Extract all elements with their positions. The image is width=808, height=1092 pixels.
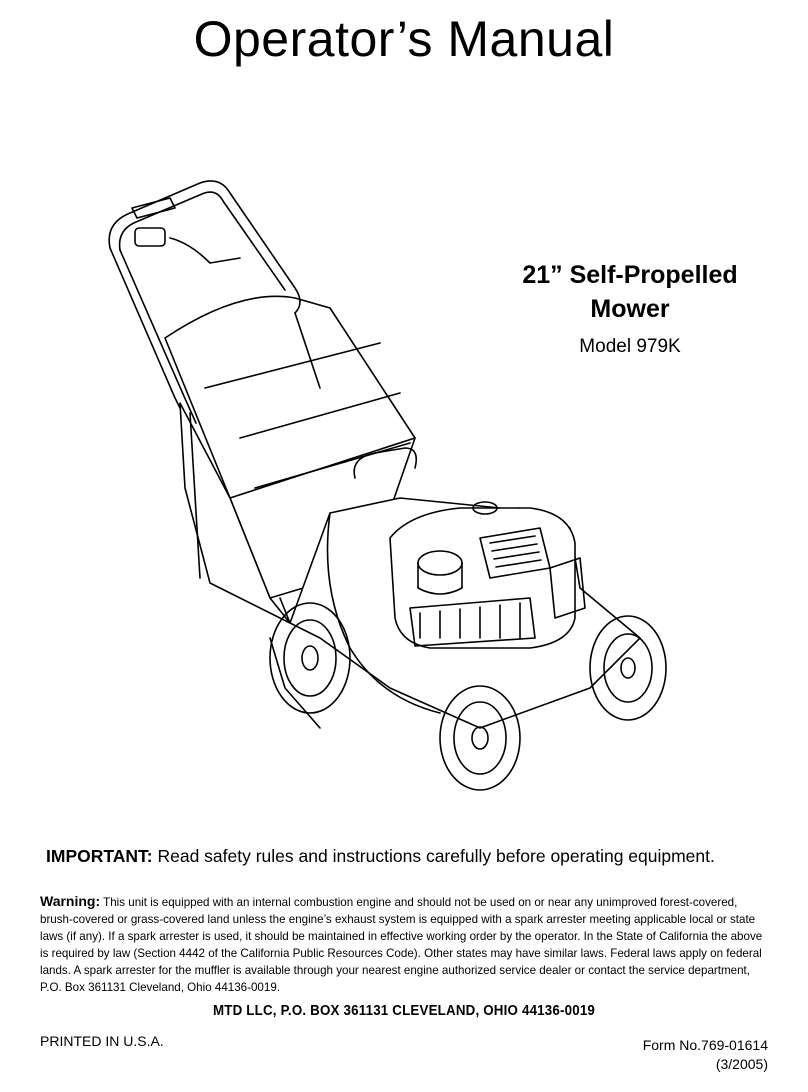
important-label: IMPORTANT: [46, 846, 153, 866]
lawn-mower-illustration [80, 168, 680, 808]
company-address: MTD LLC, P.O. BOX 361131 CLEVELAND, OHIO 44136-0019 [212, 1003, 596, 1019]
form-info [643, 1036, 768, 1074]
form-date: (3/2005) [715, 1056, 768, 1072]
warning-text: This unit is equipped with an internal combustion engine and should not be used on or near any unimproved forest-covered, brush-covered or grass-covered land unless the engine’s exhaust system is equipped with a spark arrester meeting applicable local or state laws (if any). If a spark arrester is used, it should be maintained in effective working order by the operator. In the State of California the above is required by law (Section 4442 of the California Public Resources Code). Other states may have similar laws. Federal laws apply on federal lands. A spark arrester for the muffler is available through your nearest engine authorized service dealer or contact the service department, P.O. Box 361131 Cleveland, Ohio 44136-0019. [40, 896, 763, 994]
product-name-line1: 21” Self-Propelled [522, 261, 738, 289]
warning-label: Warning: [40, 893, 101, 909]
product-name-line2: Mower [590, 295, 670, 323]
page-title: Operator’s Manual [193, 11, 615, 67]
important-notice [46, 846, 766, 867]
model-number: Model 979K [579, 336, 681, 357]
printed-in: PRINTED IN U.S.A. [40, 1033, 164, 1049]
warning-notice [40, 893, 768, 996]
important-text: Read safety rules and instructions carefully before operating equipment. [152, 846, 715, 866]
form-number: Form No.769-01614 [642, 1037, 768, 1053]
